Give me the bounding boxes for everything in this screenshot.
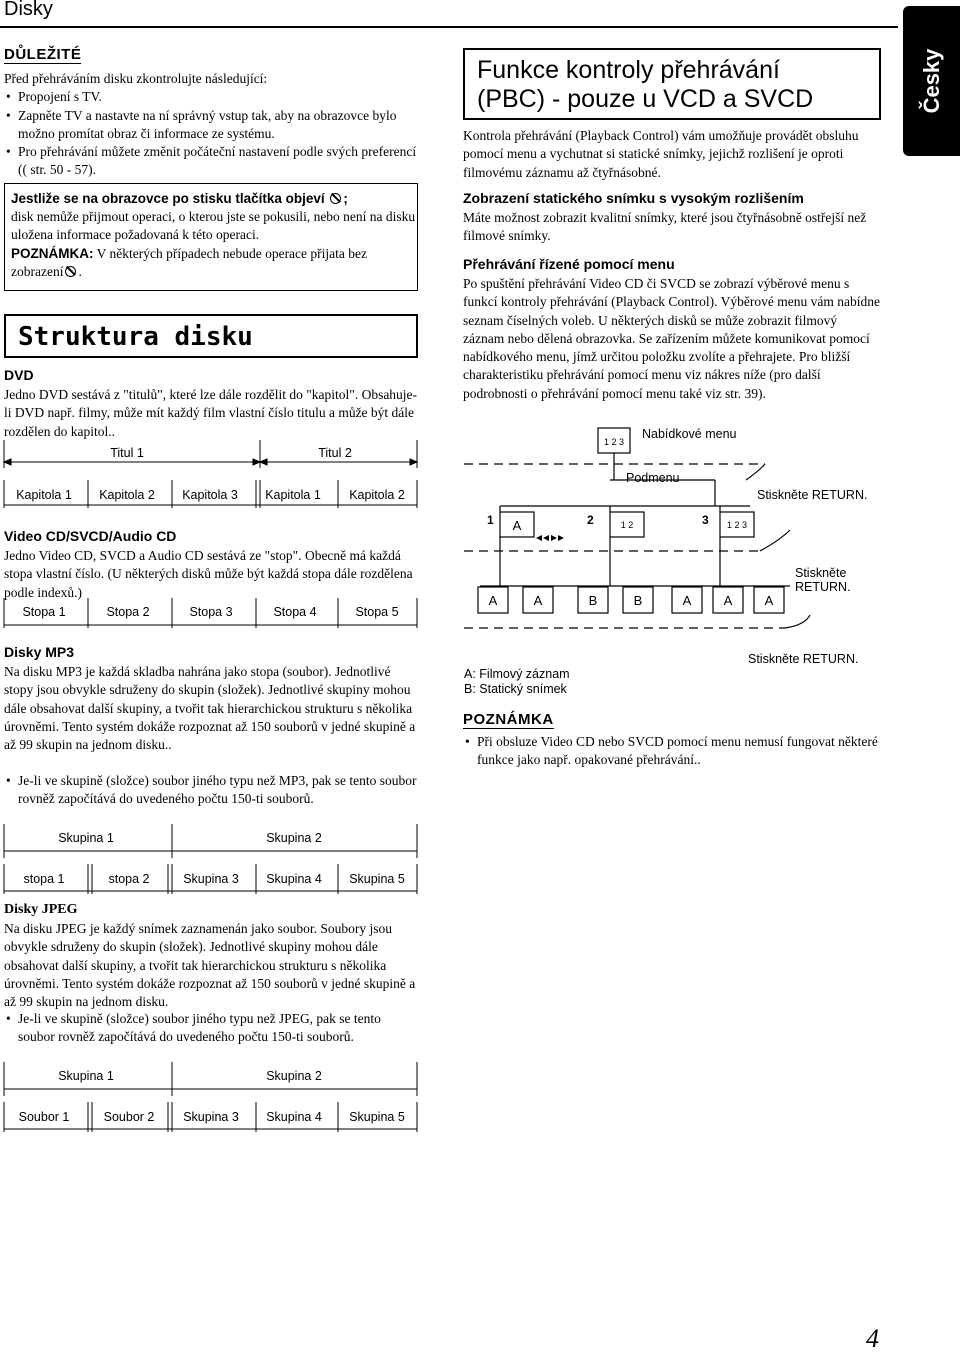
- language-tab: [903, 6, 960, 156]
- dvd-chapter-label: Kapitola 1: [265, 488, 321, 502]
- mp3-item-label: stopa 2: [108, 872, 150, 886]
- pbc-menu-text: Po spuštění přehrávání Video CD či SVCD se zobrazí výběrové menu s funkcí kontroly přehrávání (Playback Control). Výběrové menu vám nabídne seznam číselných voleb. U některých disků se může zobrazit filmový záznam nebo dělená obrazovka. Se zařízením můžete komunikovat pomocí nabídkového menu, jímž určitou položku zvolíte a přehrajete. Pro bližší charakteristiku přehrávání pomocí menu viz nákres níže (pro další podrobnosti o přehrávání pomocí menu také viz str. 39).: [463, 276, 881, 401]
- vcd-track-label: Stopa 4: [273, 605, 317, 619]
- vcd-heading: Video CD/SVCD/Audio CD: [4, 528, 177, 544]
- pbc-row-item: A: [682, 593, 692, 608]
- mp3-group-label: Skupina 1: [58, 831, 114, 845]
- pbc-row-item: B: [588, 593, 598, 608]
- important-heading: DŮLEŽITÉ: [4, 46, 82, 63]
- pbc-row-item: A: [723, 593, 733, 608]
- dvd-structure-diagram: [0, 440, 430, 520]
- jpeg-item-label: Soubor 1: [18, 1110, 70, 1124]
- pbc-note-list: [463, 733, 881, 770]
- dvd-title-label: Titul 2: [318, 446, 352, 460]
- pbc-row-item: A: [533, 593, 543, 608]
- important-intro: Před přehráváním disku zkontrolujte následující:: [4, 71, 268, 86]
- dvd-title-label: Titul 1: [110, 446, 144, 460]
- pbc-num-3: 3: [702, 513, 709, 527]
- mp3-item-label: stopa 1: [23, 872, 65, 886]
- header-rule: [0, 26, 898, 28]
- vcd-track-label: Stopa 5: [355, 605, 399, 619]
- prohibited-icon: [65, 266, 76, 277]
- pbc-box-1-label: A: [512, 518, 522, 533]
- section-title-box: [4, 314, 418, 358]
- jpeg-text: Na disku JPEG je každý snímek zaznamenán jako soubor. Soubory jsou obvykle sdruženy do skupin (složek). Jednotlivé skupiny mohou dále obsahovat další skupiny, a tvořit tak hierarchickou strukturu s několika úrovněmi. Tento systém dokáže rozpoznat až 150 souborů v jedné skupině a až 99 skupin na jednom disku.: [4, 921, 416, 1010]
- prohibited-icon: [330, 193, 341, 204]
- jpeg-group-label: Skupina 2: [266, 1069, 322, 1083]
- dvd-text: Jedno DVD sestává z "titulů", které lze dále rozdělit do "kapitol". Obsahuje-li DVD např. filmy, může mít každý film vlastní číslo titulu a může být dále rozdělen do kapitol..: [4, 387, 418, 439]
- pbc-intro: Kontrola přehrávání (Playback Control) vám umožňuje provádět obsluhu pomocí menu a vychutnat si statické snímky, jejichž rozlišení je oproti filmovému záznamu až čtyřnásobné.: [463, 128, 859, 180]
- warning-note: POZNÁMKA: V některých případech nebude operace přijata bez zobrazení .: [11, 245, 368, 279]
- important-item: • Zapněte TV a nastavte na ní správný vstup tak, aby na obrazovce bylo možno promítat obraz či informace ze systému.: [4, 107, 418, 144]
- mp3-bullet: • Je-li ve skupině (složce) soubor jiného typu než MP3, pak se tento soubor rovněž započítává do uvedeného počtu 150-ti souborů.: [4, 772, 418, 809]
- pbc-row-item: A: [764, 593, 774, 608]
- pbc-row-item: B: [633, 593, 643, 608]
- pbc-hires-heading: Zobrazení statického snímku s vysokým rozlišením: [463, 190, 804, 206]
- vcd-track-label: Stopa 3: [189, 605, 233, 619]
- jpeg-item-label: Skupina 4: [266, 1110, 322, 1124]
- vcd-structure-diagram: [0, 598, 430, 634]
- pbc-note-item: • Při obsluze Video CD nebo SVCD pomocí menu nemusí fungovat některé funkce jako např. opakované přehrávání..: [463, 733, 881, 770]
- mp3-item-label: Skupina 5: [349, 872, 405, 886]
- dvd-chapter-label: Kapitola 2: [99, 488, 155, 502]
- vcd-track-label: Stopa 1: [22, 605, 66, 619]
- pbc-box-2-label: 1 2: [620, 520, 634, 530]
- dvd-chapter-label: Kapitola 3: [182, 488, 238, 502]
- return-label-2: Stiskněte: [795, 566, 847, 580]
- language-tab-label: Česky: [918, 48, 944, 114]
- menu-label: Nabídkové menu: [642, 427, 737, 441]
- important-section: [4, 70, 418, 180]
- dvd-chapter-label: Kapitola 1: [16, 488, 72, 502]
- pbc-hires-text: Máte možnost zobrazit kvalitní snímky, které jsou čtyřnásobně ostřejší než filmové snímky.: [463, 210, 867, 244]
- return-label-1: Stiskněte RETURN.: [757, 488, 868, 502]
- pbc-num-2: 2: [587, 513, 594, 527]
- pbc-menu-heading: Přehrávání řízené pomocí menu: [463, 256, 675, 272]
- legend-b: B: Statický snímek: [464, 682, 567, 696]
- mp3-item-label: Skupina 4: [266, 872, 322, 886]
- mp3-heading: Disky MP3: [4, 644, 75, 660]
- mp3-text: Na disku MP3 je každá skladba nahrána jako stopa (soubor). Jednotlivé stopy jsou obvykle sdruženy do skupin (složek). Jednotlivé skupiny mohou dále obsahovat další skupiny, a tvořit tak hierarchickou strukturu s několika úrovněmi. Tento systém dokáže rozpoznat až 150 souborů v jedné skupině a až 99 skupin na jednom disku..: [4, 664, 416, 753]
- jpeg-item-label: Skupina 5: [349, 1110, 405, 1124]
- jpeg-heading: Disky JPEG: [4, 902, 78, 917]
- jpeg-item-label: Soubor 2: [103, 1110, 155, 1124]
- mp3-bullets: [4, 772, 418, 809]
- pbc-title-box: [463, 48, 881, 120]
- pbc-note-heading: POZNÁMKA: [463, 711, 554, 728]
- vcd-text: Jedno Video CD, SVCD a Audio CD sestává ze "stop". Obecně má každá stopa vlastní číslo. (U některých disků může být každá stopa dále rozdělena podle indexů.): [4, 548, 413, 600]
- page-number: 4: [866, 1324, 879, 1353]
- return-label-2b: RETURN.: [795, 580, 851, 594]
- mp3-group-label: Skupina 2: [266, 831, 322, 845]
- jpeg-bullet: • Je-li ve skupině (složce) soubor jiného typu než JPEG, pak se tento soubor rovněž započítává do uvedeného počtu 150-ti souborů.: [4, 1010, 418, 1047]
- page-header-title: Disky: [4, 0, 53, 20]
- dvd-heading: DVD: [4, 367, 34, 383]
- return-label-3: Stiskněte RETURN.: [748, 652, 859, 666]
- pbc-menu-diagram: [460, 420, 900, 705]
- submenu-label: Podmenu: [626, 471, 680, 485]
- warning-box: [4, 183, 418, 291]
- important-item: • Propojení s TV.: [4, 88, 418, 106]
- mp3-structure-diagram: [0, 824, 430, 896]
- warning-text: disk nemůže přijmout operaci, o kterou jste se pokusili, nebo není na disku uložena informace požadovaná k této operaci.: [11, 209, 416, 243]
- mp3-item-label: Skupina 3: [183, 872, 239, 886]
- warning-heading: Jestliže se na obrazovce po stisku tlačítka objeví ;: [11, 191, 348, 206]
- jpeg-group-label: Skupina 1: [58, 1069, 114, 1083]
- important-list: [4, 88, 418, 179]
- jpeg-bullets: [4, 1010, 418, 1047]
- pbc-num-1: 1: [487, 513, 494, 527]
- dvd-chapter-label: Kapitola 2: [349, 488, 405, 502]
- menu-box-label: 1 2 3: [603, 437, 625, 447]
- jpeg-item-label: Skupina 3: [183, 1110, 239, 1124]
- pbc-row-item: A: [488, 593, 498, 608]
- section-title: Struktura disku: [18, 322, 253, 352]
- pbc-title: Funkce kontroly přehrávání (PBC) - pouze u VCD a SVCD: [477, 56, 814, 113]
- pbc-box-3-label: 1 2 3: [726, 520, 748, 530]
- legend-a: A: Filmový záznam: [464, 667, 570, 681]
- important-item: • Pro přehrávání můžete změnit počáteční nastavení podle svých preferencí (( str. 50 - 57).: [4, 143, 418, 180]
- vcd-track-label: Stopa 2: [106, 605, 150, 619]
- jpeg-structure-diagram: [0, 1062, 430, 1134]
